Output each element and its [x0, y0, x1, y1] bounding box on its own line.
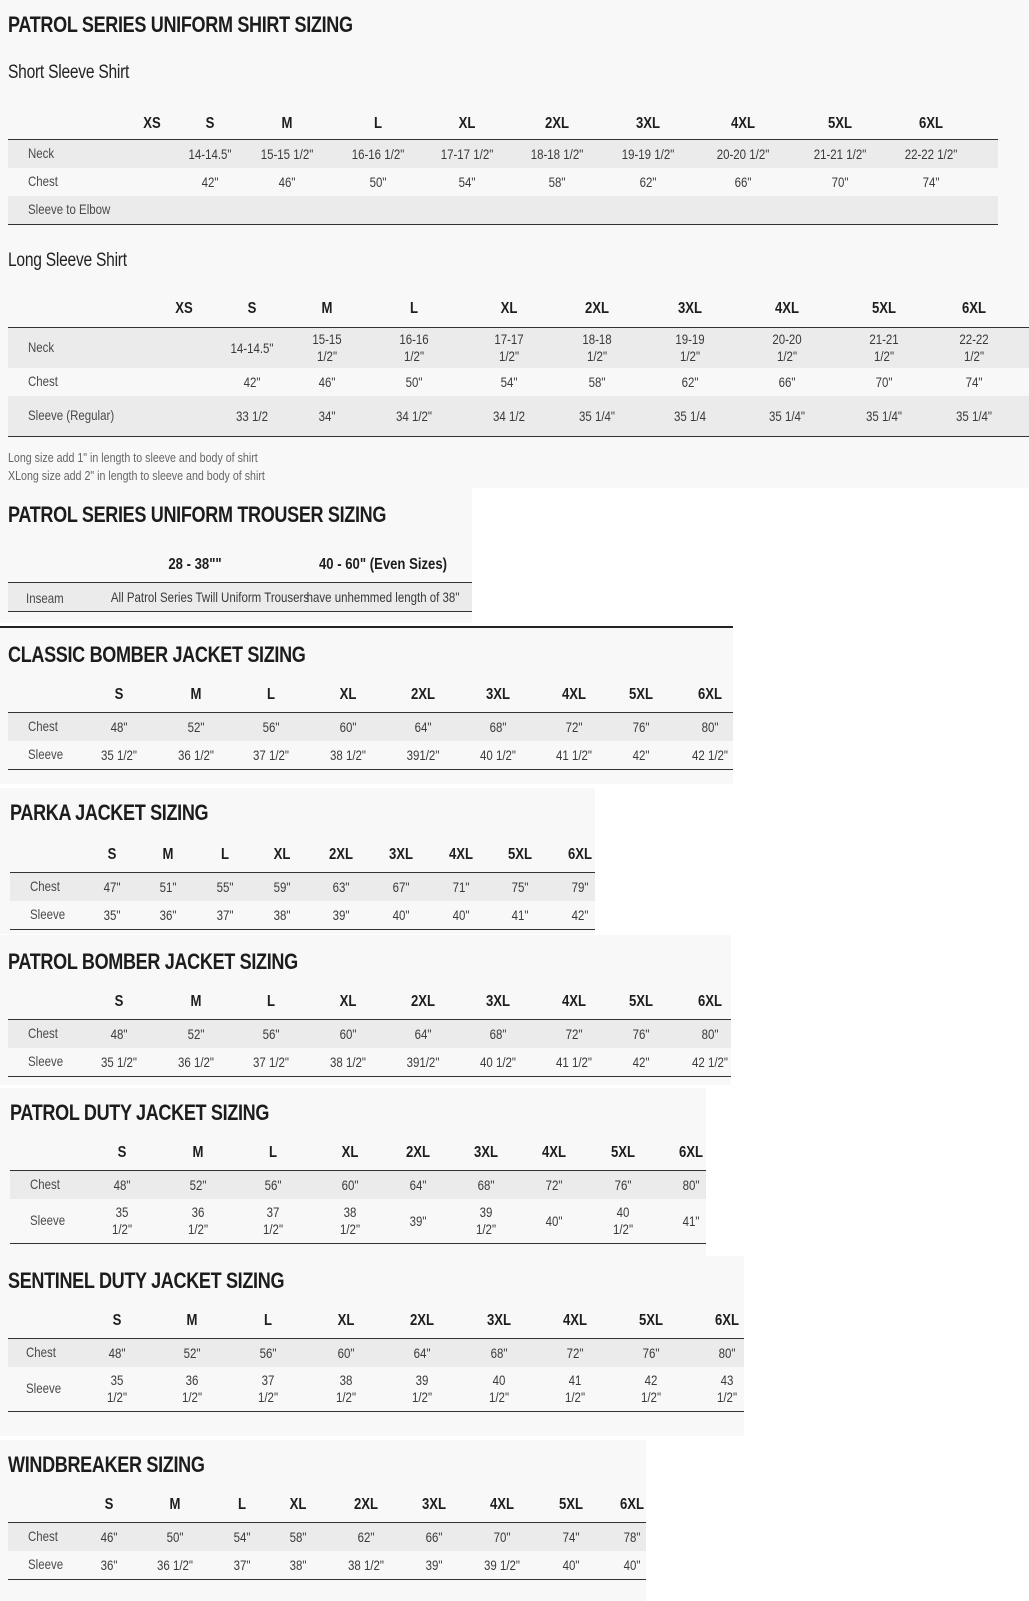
table-cell: 72": [566, 1344, 584, 1361]
row-label: Sleeve to Elbow: [28, 201, 111, 217]
size-header: M: [162, 846, 174, 863]
table-cell: 70": [493, 1528, 511, 1545]
table-cell: 35 1/2": [111, 1204, 133, 1237]
size-header: 2XL: [584, 300, 610, 317]
sentinel-duty-title: SENTINEL DUTY JACKET SIZING: [8, 1268, 285, 1293]
windbreaker-title: WINDBREAKER SIZING: [8, 1452, 205, 1477]
table-cell: 18-18 1/2": [530, 145, 584, 162]
table-cell: 14-14.5": [230, 339, 274, 356]
short-sleeve-subtitle: Short Sleeve Shirt: [8, 62, 130, 83]
table-cell: 68": [489, 1025, 507, 1042]
table-cell: 60": [341, 1176, 359, 1193]
table-cell: 63": [332, 878, 350, 895]
row-shade: [8, 196, 998, 224]
size-header: 4XL: [774, 300, 800, 317]
size-header: 6XL: [918, 115, 944, 132]
table-cell: 14-14.5": [188, 145, 232, 162]
table-cell: 37 1/2": [252, 1053, 290, 1070]
table-cell: 56": [262, 1025, 280, 1042]
parka-section: [0, 788, 595, 934]
row-label: Neck: [28, 339, 55, 355]
row-label: Chest: [28, 1025, 58, 1041]
table-cell: 42 1/2": [691, 1053, 729, 1070]
table-cell: 15-15 1/2": [312, 331, 342, 364]
table-cell: 42 1/2": [640, 1372, 662, 1405]
table-cell: 34 1/2": [395, 407, 433, 424]
table-cell: 37 1/2": [257, 1372, 279, 1405]
trouser-inseam-value-1: All Patrol Series Twill Uniform Trousers: [110, 589, 310, 605]
table-cell: 37": [233, 1556, 251, 1573]
table-cell: 56": [259, 1344, 277, 1361]
table-cell: 35 1/4": [768, 407, 806, 424]
table-cell: 52": [183, 1344, 201, 1361]
table-cell: 68": [477, 1176, 495, 1193]
size-header: S: [247, 300, 257, 317]
size-header: M: [186, 1312, 198, 1329]
size-header: 5XL: [628, 686, 654, 703]
table-cell: 21-21 1/2": [869, 331, 899, 364]
table-cell: 54": [500, 373, 518, 390]
table-cell: 40": [452, 906, 470, 923]
table-cell: 391/2": [406, 746, 440, 763]
table-cell: 39": [409, 1212, 427, 1229]
size-header: M: [321, 300, 333, 317]
size-header: 5XL: [610, 1144, 636, 1161]
trouser-inseam-value-2: have unhemmed length of 38": [306, 589, 460, 605]
size-header: 2XL: [410, 993, 436, 1010]
table-cell: 59": [273, 878, 291, 895]
size-header: 3XL: [388, 846, 414, 863]
table-cell: 70": [831, 173, 849, 190]
trouser-row-label-inseam: Inseam: [26, 590, 64, 606]
table-cell: 70": [875, 373, 893, 390]
table-cell: 35 1/4: [674, 407, 706, 424]
row-label: Chest: [26, 1344, 56, 1360]
table-cell: 37 1/2": [252, 746, 290, 763]
table-cell: 48": [110, 718, 128, 735]
size-header: XL: [273, 846, 291, 863]
table-cell: 36": [100, 1556, 118, 1573]
table-cell: 40 1/2": [479, 1053, 517, 1070]
row-label: Sleeve: [28, 746, 64, 762]
size-header: M: [190, 993, 202, 1010]
table-cell: 80": [701, 718, 719, 735]
size-header: 6XL: [697, 686, 723, 703]
size-header: 3XL: [635, 115, 661, 132]
table-cell: 16-16 1/2": [351, 145, 405, 162]
table-cell: 46": [100, 1528, 118, 1545]
bottom-rule: [8, 1076, 731, 1077]
table-cell: 62": [357, 1528, 375, 1545]
table-cell: 64": [414, 718, 432, 735]
table-cell: 36": [159, 906, 177, 923]
size-header: XL: [339, 993, 357, 1010]
table-cell: 18-18 1/2": [582, 331, 612, 364]
size-header: 5XL: [638, 1312, 664, 1329]
table-cell: 38 1/2": [329, 746, 367, 763]
size-header: L: [220, 846, 230, 863]
table-cell: 46": [278, 173, 296, 190]
table-cell: 39 1/2": [411, 1372, 433, 1405]
table-cell: 72": [545, 1176, 563, 1193]
table-cell: 40": [545, 1212, 563, 1229]
table-cell: 50": [369, 173, 387, 190]
row-label: Sleeve: [26, 1380, 62, 1396]
table-cell: 74": [562, 1528, 580, 1545]
xlong-size-note: XLong size add 2" in length to sleeve and body of shirt: [8, 468, 265, 483]
table-cell: 46": [318, 373, 336, 390]
size-header: 2XL: [328, 846, 354, 863]
size-header: 4XL: [561, 993, 587, 1010]
table-cell: 71": [452, 878, 470, 895]
size-header: S: [117, 1144, 127, 1161]
size-header: XL: [339, 686, 357, 703]
row-label: Sleeve: [30, 906, 66, 922]
row-label: Sleeve (Regular): [28, 407, 115, 423]
size-header: 2XL: [544, 115, 570, 132]
table-cell: 16-16 1/2": [399, 331, 429, 364]
size-header: 4XL: [541, 1144, 567, 1161]
size-header: XS: [143, 115, 161, 132]
table-cell: 35": [103, 906, 121, 923]
size-header: S: [114, 993, 124, 1010]
table-cell: 36 1/2": [181, 1372, 203, 1405]
table-cell: 40": [392, 906, 410, 923]
table-cell: 68": [489, 718, 507, 735]
windbreaker-section: [0, 1440, 646, 1601]
table-cell: 19-19 1/2": [621, 145, 675, 162]
size-header: 5XL: [827, 115, 853, 132]
size-header: S: [112, 1312, 122, 1329]
shirt-sizing-title: PATROL SERIES UNIFORM SHIRT SIZING: [8, 12, 353, 37]
table-cell: 74": [965, 373, 983, 390]
table-cell: 20-20 1/2": [772, 331, 802, 364]
table-cell: 80": [701, 1025, 719, 1042]
size-header: L: [237, 1496, 247, 1513]
size-header: 5XL: [507, 846, 533, 863]
table-cell: 38": [289, 1556, 307, 1573]
table-cell: 66": [425, 1528, 443, 1545]
table-cell: 33 1/2: [236, 407, 268, 424]
table-cell: 17-17 1/2": [440, 145, 494, 162]
patrol-duty-title: PATROL DUTY JACKET SIZING: [10, 1100, 270, 1125]
size-header: M: [190, 686, 202, 703]
table-cell: 80": [718, 1344, 736, 1361]
table-cell: 39": [332, 906, 350, 923]
table-cell: 67": [392, 878, 410, 895]
bottom-rule: [8, 436, 1029, 437]
table-cell: 62": [681, 373, 699, 390]
table-cell: 42": [243, 373, 261, 390]
size-header: L: [266, 993, 276, 1010]
table-cell: 42": [571, 906, 589, 923]
table-cell: 15-15 1/2": [260, 145, 314, 162]
table-cell: 41": [682, 1212, 700, 1229]
table-cell: 48": [108, 1344, 126, 1361]
classic-bomber-title: CLASSIC BOMBER JACKET SIZING: [8, 642, 306, 667]
size-header: XL: [341, 1144, 359, 1161]
table-cell: 39 1/2": [475, 1204, 497, 1237]
table-cell: 56": [264, 1176, 282, 1193]
size-header: 3XL: [486, 1312, 512, 1329]
table-cell: 38 1/2": [329, 1053, 367, 1070]
size-header: XL: [500, 300, 518, 317]
table-cell: 38 1/2": [339, 1204, 361, 1237]
table-cell: 40 1/2": [488, 1372, 510, 1405]
table-cell: 64": [414, 1025, 432, 1042]
table-cell: 48": [113, 1176, 131, 1193]
bottom-rule: [10, 1243, 706, 1244]
table-cell: 58": [548, 173, 566, 190]
size-header: 6XL: [714, 1312, 740, 1329]
row-label: Chest: [28, 173, 58, 189]
row-label: Neck: [28, 145, 55, 161]
trouser-bottom-rule: [8, 611, 472, 612]
table-cell: 35 1/2": [100, 1053, 138, 1070]
table-cell: 40 1/2": [612, 1204, 634, 1237]
size-header: S: [104, 1496, 114, 1513]
table-cell: 36 1/2": [177, 1053, 215, 1070]
trouser-section: [0, 488, 472, 623]
table-cell: 36 1/2": [187, 1204, 209, 1237]
trouser-header-40-60: 40 - 60" (Even Sizes): [318, 556, 448, 573]
table-cell: 60": [339, 1025, 357, 1042]
size-header: 5XL: [871, 300, 897, 317]
row-label: Chest: [30, 1176, 60, 1192]
table-cell: 36 1/2": [177, 746, 215, 763]
table-cell: 40": [623, 1556, 641, 1573]
table-cell: 62": [639, 173, 657, 190]
table-cell: 66": [778, 373, 796, 390]
size-header: XL: [289, 1496, 307, 1513]
size-header: 5XL: [628, 993, 654, 1010]
patrol-bomber-section: [0, 935, 731, 1085]
table-cell: 78": [623, 1528, 641, 1545]
table-cell: 76": [614, 1176, 632, 1193]
table-cell: 39": [425, 1556, 443, 1573]
size-header: S: [205, 115, 215, 132]
long-size-note: Long size add 1" in length to sleeve and body of shirt: [8, 450, 258, 465]
table-cell: 60": [339, 718, 357, 735]
table-cell: 35 1/4": [955, 407, 993, 424]
size-header: L: [373, 115, 383, 132]
size-header: 4XL: [489, 1496, 515, 1513]
bottom-rule: [8, 1579, 646, 1580]
size-header: 3XL: [473, 1144, 499, 1161]
table-cell: 41": [511, 906, 529, 923]
table-cell: 42": [632, 1053, 650, 1070]
table-cell: 38": [273, 906, 291, 923]
table-cell: 54": [458, 173, 476, 190]
row-label: Chest: [28, 718, 58, 734]
table-cell: 51": [159, 878, 177, 895]
table-cell: 41 1/2": [555, 746, 593, 763]
table-cell: 52": [187, 718, 205, 735]
size-header: L: [263, 1312, 273, 1329]
table-cell: 72": [565, 1025, 583, 1042]
table-cell: 52": [187, 1025, 205, 1042]
table-cell: 40 1/2": [479, 746, 517, 763]
table-cell: 41 1/2": [564, 1372, 586, 1405]
size-header: M: [169, 1496, 181, 1513]
table-cell: 48": [110, 1025, 128, 1042]
size-header: XS: [175, 300, 193, 317]
size-header: L: [409, 300, 419, 317]
table-cell: 42": [632, 746, 650, 763]
size-header: 2XL: [409, 1312, 435, 1329]
table-cell: 34": [318, 407, 336, 424]
table-cell: 37": [216, 906, 234, 923]
table-cell: 60": [337, 1344, 355, 1361]
size-header: XL: [458, 115, 476, 132]
size-header: L: [268, 1144, 278, 1161]
table-cell: 34 1/2: [493, 407, 525, 424]
table-cell: 58": [289, 1528, 307, 1545]
size-header: XL: [337, 1312, 355, 1329]
bottom-rule: [8, 224, 998, 225]
size-header: 3XL: [421, 1496, 447, 1513]
trouser-sizing-title: PATROL SERIES UNIFORM TROUSER SIZING: [8, 502, 387, 527]
table-cell: 75": [511, 878, 529, 895]
size-header: S: [107, 846, 117, 863]
shirt-section: [0, 0, 1029, 488]
table-cell: 36 1/2": [156, 1556, 194, 1573]
size-header: 2XL: [405, 1144, 431, 1161]
table-cell: 64": [413, 1344, 431, 1361]
table-cell: 21-21 1/2": [813, 145, 867, 162]
bottom-rule: [8, 1411, 744, 1412]
patrol-duty-section: [0, 1088, 706, 1256]
size-header: 6XL: [697, 993, 723, 1010]
row-label: Chest: [28, 1528, 58, 1544]
table-cell: 22-22 1/2": [959, 331, 989, 364]
table-cell: 42": [201, 173, 219, 190]
row-label: Sleeve: [28, 1053, 64, 1069]
table-cell: 58": [588, 373, 606, 390]
size-header: 4XL: [730, 115, 756, 132]
table-cell: 79": [571, 878, 589, 895]
table-cell: 50": [405, 373, 423, 390]
table-cell: 76": [632, 718, 650, 735]
table-cell: 52": [189, 1176, 207, 1193]
row-label: Chest: [30, 878, 60, 894]
size-header: 4XL: [562, 1312, 588, 1329]
size-header: 6XL: [961, 300, 987, 317]
table-cell: 39 1/2": [483, 1556, 521, 1573]
table-cell: 76": [642, 1344, 660, 1361]
size-header: 6XL: [619, 1496, 645, 1513]
table-cell: 19-19 1/2": [675, 331, 705, 364]
patrol-bomber-title: PATROL BOMBER JACKET SIZING: [8, 949, 298, 974]
size-header: 3XL: [485, 686, 511, 703]
size-header: 3XL: [485, 993, 511, 1010]
table-cell: 40": [562, 1556, 580, 1573]
table-cell: 391/2": [406, 1053, 440, 1070]
row-label: Sleeve: [28, 1556, 64, 1572]
size-header: 2XL: [353, 1496, 379, 1513]
table-cell: 22-22 1/2": [904, 145, 958, 162]
table-cell: 43 1/2": [716, 1372, 738, 1405]
size-header: M: [281, 115, 293, 132]
table-cell: 68": [490, 1344, 508, 1361]
parka-title: PARKA JACKET SIZING: [10, 800, 209, 825]
table-cell: 20-20 1/2": [716, 145, 770, 162]
bottom-rule: [10, 929, 595, 930]
row-label: Chest: [28, 373, 58, 389]
table-cell: 38 1/2": [335, 1372, 357, 1405]
classic-bomber-section: [0, 628, 733, 784]
bottom-rule: [8, 769, 733, 770]
table-cell: 37 1/2": [262, 1204, 284, 1237]
table-cell: 35 1/4": [578, 407, 616, 424]
row-label: Sleeve: [30, 1212, 66, 1228]
table-cell: 55": [216, 878, 234, 895]
size-header: 5XL: [558, 1496, 584, 1513]
table-cell: 47": [103, 878, 121, 895]
table-cell: 76": [632, 1025, 650, 1042]
trouser-header-28-38: 28 - 38"": [168, 556, 222, 573]
table-cell: 38 1/2": [347, 1556, 385, 1573]
size-header: 6XL: [678, 1144, 704, 1161]
table-cell: 35 1/4": [865, 407, 903, 424]
table-cell: 80": [682, 1176, 700, 1193]
size-header: 3XL: [677, 300, 703, 317]
table-cell: 74": [922, 173, 940, 190]
table-cell: 72": [565, 718, 583, 735]
size-header: 6XL: [567, 846, 593, 863]
size-header: 4XL: [561, 686, 587, 703]
table-cell: 50": [166, 1528, 184, 1545]
table-cell: 42 1/2": [691, 746, 729, 763]
size-header: L: [266, 686, 276, 703]
size-header: 2XL: [410, 686, 436, 703]
table-cell: 35 1/2": [100, 746, 138, 763]
table-cell: 54": [233, 1528, 251, 1545]
row-shade: [10, 873, 595, 901]
table-cell: 66": [734, 173, 752, 190]
table-cell: 64": [409, 1176, 427, 1193]
size-header: 4XL: [448, 846, 474, 863]
table-cell: 35 1/2": [106, 1372, 128, 1405]
table-cell: 56": [262, 718, 280, 735]
size-header: S: [114, 686, 124, 703]
size-header: M: [192, 1144, 204, 1161]
sentinel-duty-section: [0, 1256, 744, 1436]
long-sleeve-subtitle: Long Sleeve Shirt: [8, 250, 127, 271]
table-cell: 17-17 1/2": [494, 331, 524, 364]
table-cell: 41 1/2": [555, 1053, 593, 1070]
